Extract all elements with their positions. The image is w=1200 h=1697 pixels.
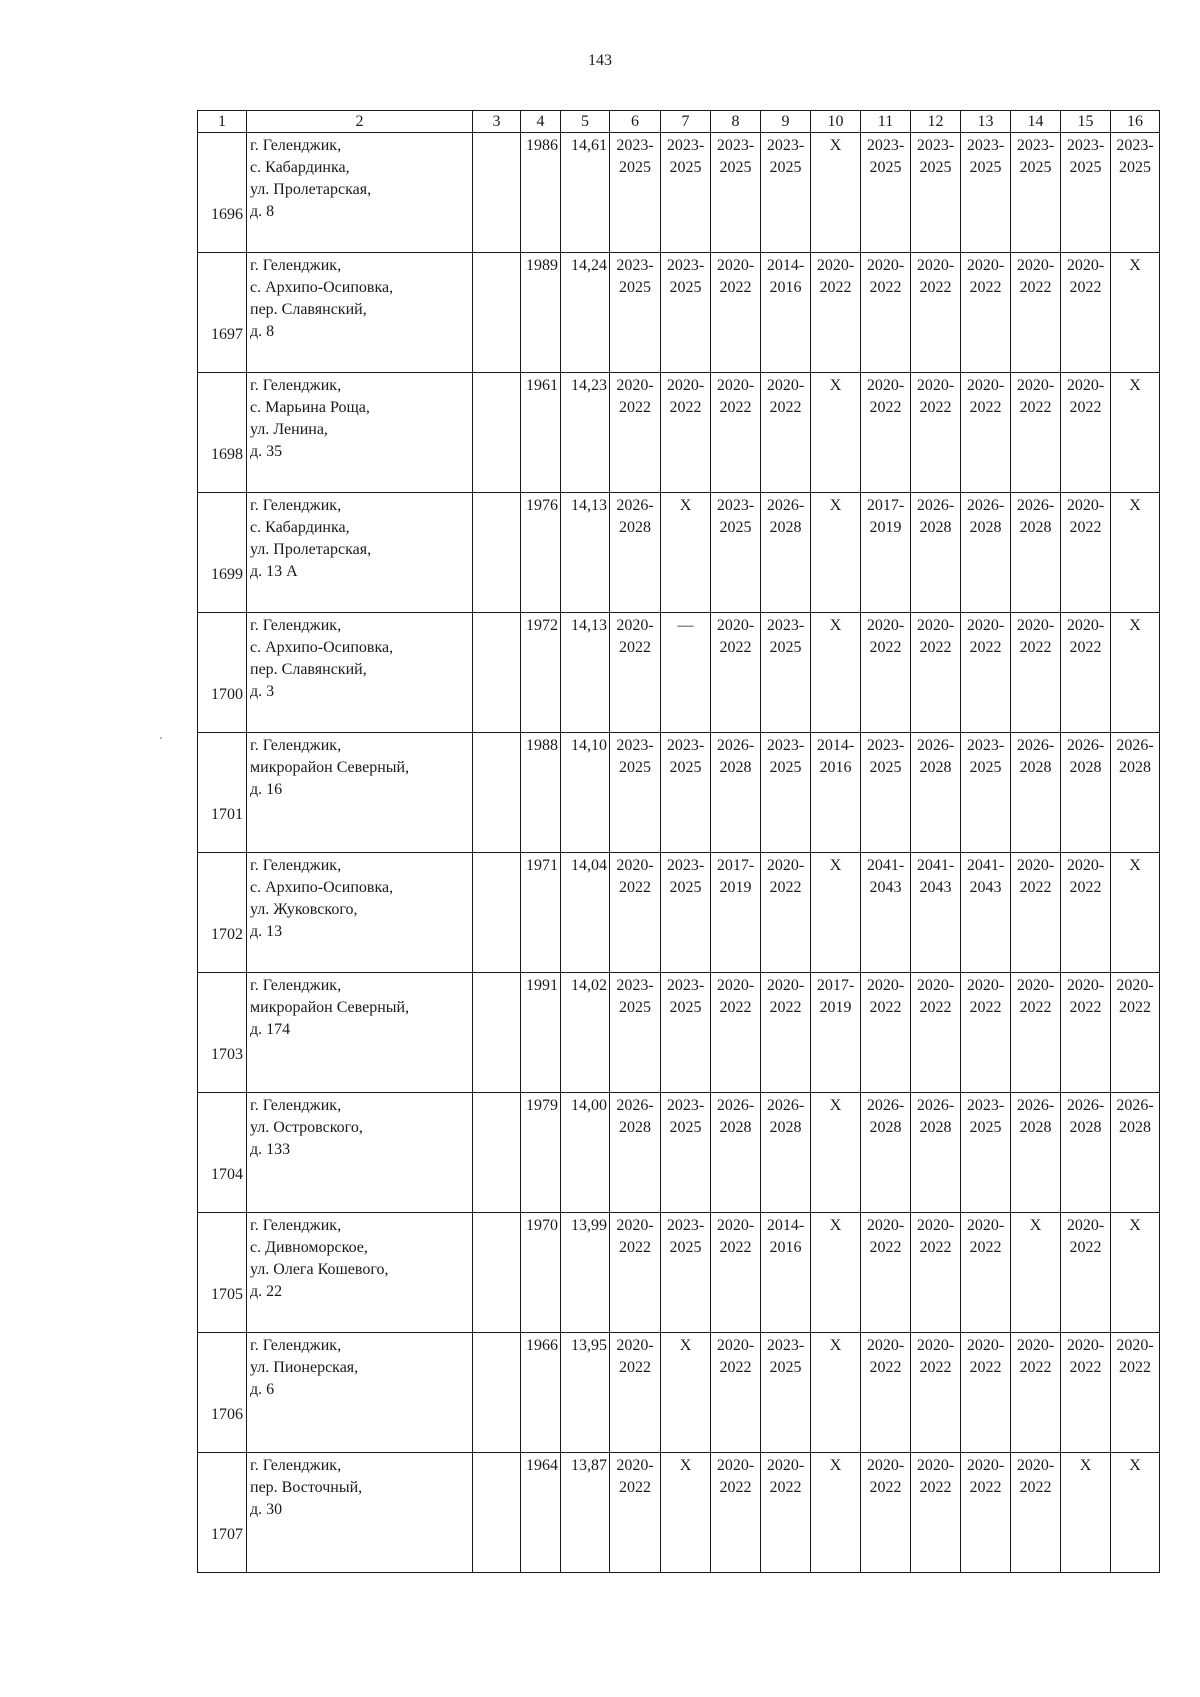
period-cell-col8: 2026- 2028 <box>711 1093 761 1213</box>
table-row <box>198 133 1160 253</box>
period-cell-col13: 2023- 2025 <box>961 133 1011 253</box>
address-line: г. Геленджик, <box>250 1337 342 1354</box>
period-cell-col16: 2026- 2028 <box>1111 1093 1160 1213</box>
period-cell-col10: X <box>811 1333 861 1453</box>
value-cell-c5: 14,24 <box>561 253 610 373</box>
value-cell-c5: 13,95 <box>561 1333 610 1453</box>
period-cell-col11: 2020- 2022 <box>861 1333 911 1453</box>
period-cell-col12: 2026- 2028 <box>911 1093 961 1213</box>
period-cell-col16: X <box>1111 1453 1160 1573</box>
period-cell-col8: 2020- 2022 <box>711 973 761 1093</box>
value-cell-c3 <box>473 373 521 493</box>
period-cell-col7: 2023- 2025 <box>661 973 711 1093</box>
row-number: 1707 <box>211 1525 243 1543</box>
value-cell-c4: 1986 <box>521 133 561 253</box>
address-line: г. Геленджик, <box>250 1217 342 1234</box>
period-cell-col11: 2026- 2028 <box>861 1093 911 1213</box>
value-cell-c4: 1989 <box>521 253 561 373</box>
address-line: д. 16 <box>250 781 283 798</box>
value-cell-c3 <box>473 1453 521 1573</box>
table-row <box>198 493 1160 613</box>
period-cell-col12: 2020- 2022 <box>911 373 961 493</box>
period-cell-col9: 2014- 2016 <box>761 1213 811 1333</box>
address-line: д. 3 <box>250 683 275 700</box>
column-header-11: 11 <box>861 111 911 133</box>
period-cell-col15: 2020- 2022 <box>1061 853 1111 973</box>
column-header-8: 8 <box>711 111 761 133</box>
address-line: ул. Ленина, <box>250 421 328 438</box>
address-line: с. Марьина Роща, <box>250 399 370 416</box>
value-cell-c5: 14,13 <box>561 613 610 733</box>
period-cell-col7: X <box>661 1333 711 1453</box>
address-cell <box>247 733 473 853</box>
period-cell-col12: 2020- 2022 <box>911 1333 961 1453</box>
row-number-cell <box>198 853 247 973</box>
period-cell-col6: 2023- 2025 <box>610 733 661 853</box>
period-cell-col11: 2020- 2022 <box>861 613 911 733</box>
period-cell-col10: X <box>811 1213 861 1333</box>
period-cell-col7: 2023- 2025 <box>661 853 711 973</box>
period-cell-col13: 2020- 2022 <box>961 1333 1011 1453</box>
value-cell-c4: 1966 <box>521 1333 561 1453</box>
address-line: д. 13 <box>250 923 283 940</box>
table-row <box>198 373 1160 493</box>
period-cell-col10: X <box>811 373 861 493</box>
period-cell-col15: 2020- 2022 <box>1061 613 1111 733</box>
period-cell-col7: — <box>661 613 711 733</box>
address-cell <box>247 133 473 253</box>
period-cell-col10: 2014- 2016 <box>811 733 861 853</box>
column-header-13: 13 <box>961 111 1011 133</box>
period-cell-col6: 2023- 2025 <box>610 133 661 253</box>
period-cell-col14: X <box>1011 1213 1061 1333</box>
value-cell-c3 <box>473 733 521 853</box>
row-number: 1703 <box>211 1045 243 1063</box>
address-line: д. 13 А <box>250 563 298 580</box>
period-cell-col10: 2017- 2019 <box>811 973 861 1093</box>
period-cell-col12: 2026- 2028 <box>911 733 961 853</box>
period-cell-col7: X <box>661 493 711 613</box>
address-line: ул. Жуковского, <box>250 901 358 918</box>
column-header-5: 5 <box>561 111 610 133</box>
period-cell-col7: 2023- 2025 <box>661 133 711 253</box>
period-cell-col10: X <box>811 1093 861 1213</box>
row-number-cell <box>198 493 247 613</box>
period-cell-col14: 2026- 2028 <box>1011 1093 1061 1213</box>
period-cell-col9: 2023- 2025 <box>761 133 811 253</box>
period-cell-col14: 2020- 2022 <box>1011 973 1061 1093</box>
address-line: д. 8 <box>250 323 275 340</box>
period-cell-col10: X <box>811 493 861 613</box>
address-cell <box>247 1213 473 1333</box>
period-cell-col11: 2020- 2022 <box>861 973 911 1093</box>
period-cell-col15: 2020- 2022 <box>1061 373 1111 493</box>
column-header-4: 4 <box>521 111 561 133</box>
period-cell-col12: 2020- 2022 <box>911 973 961 1093</box>
address-line: д. 8 <box>250 203 275 220</box>
period-cell-col14: 2020- 2022 <box>1011 253 1061 373</box>
period-cell-col16: X <box>1111 853 1160 973</box>
period-cell-col10: X <box>811 613 861 733</box>
row-number: 1706 <box>211 1405 243 1423</box>
value-cell-c4: 1964 <box>521 1453 561 1573</box>
period-cell-col11: 2041- 2043 <box>861 853 911 973</box>
address-cell <box>247 493 473 613</box>
value-cell-c5: 14,13 <box>561 493 610 613</box>
period-cell-col9: 2020- 2022 <box>761 973 811 1093</box>
period-cell-col8: 2023- 2025 <box>711 493 761 613</box>
value-cell-c5: 14,00 <box>561 1093 610 1213</box>
address-line: ул. Пролетарская, <box>250 181 372 198</box>
address-line: пер. Славянский, <box>250 661 367 678</box>
address-line: ул. Пионерская, <box>250 1359 359 1376</box>
period-cell-col14: 2020- 2022 <box>1011 613 1061 733</box>
column-header-15: 15 <box>1061 111 1111 133</box>
period-cell-col11: 2023- 2025 <box>861 733 911 853</box>
value-cell-c3 <box>473 1333 521 1453</box>
period-cell-col16: X <box>1111 253 1160 373</box>
period-cell-col13: 2020- 2022 <box>961 1453 1011 1573</box>
table-row <box>198 1213 1160 1333</box>
row-number-cell <box>198 1093 247 1213</box>
period-cell-col6: 2020- 2022 <box>610 853 661 973</box>
address-cell <box>247 1333 473 1453</box>
value-cell-c3 <box>473 1213 521 1333</box>
period-cell-col9: 2023- 2025 <box>761 1333 811 1453</box>
table-row <box>198 1333 1160 1453</box>
address-line: г. Геленджик, <box>250 1097 342 1114</box>
period-cell-col6: 2026- 2028 <box>610 493 661 613</box>
period-cell-col6: 2020- 2022 <box>610 1213 661 1333</box>
table-body <box>198 133 1160 1573</box>
address-cell <box>247 973 473 1093</box>
table-row <box>198 613 1160 733</box>
value-cell-c5: 14,04 <box>561 853 610 973</box>
period-cell-col12: 2023- 2025 <box>911 133 961 253</box>
row-number: 1696 <box>211 205 243 223</box>
value-cell-c5: 14,23 <box>561 373 610 493</box>
address-line: ул. Пролетарская, <box>250 541 372 558</box>
period-cell-col15: X <box>1061 1453 1111 1573</box>
row-number: 1697 <box>211 325 243 343</box>
row-number-cell <box>198 613 247 733</box>
period-cell-col14: 2020- 2022 <box>1011 373 1061 493</box>
period-cell-col9: 2026- 2028 <box>761 493 811 613</box>
address-line: д. 35 <box>250 443 283 460</box>
period-cell-col12: 2020- 2022 <box>911 613 961 733</box>
period-cell-col16: X <box>1111 1213 1160 1333</box>
period-cell-col7: X <box>661 1453 711 1573</box>
address-line: с. Архипо-Осиповка, <box>250 879 394 896</box>
period-cell-col14: 2020- 2022 <box>1011 853 1061 973</box>
period-cell-col13: 2020- 2022 <box>961 253 1011 373</box>
address-line: г. Геленджик, <box>250 137 342 154</box>
period-cell-col14: 2026- 2028 <box>1011 493 1061 613</box>
period-cell-col14: 2020- 2022 <box>1011 1333 1061 1453</box>
period-cell-col7: 2023- 2025 <box>661 733 711 853</box>
period-cell-col15: 2020- 2022 <box>1061 1333 1111 1453</box>
value-cell-c4: 1970 <box>521 1213 561 1333</box>
column-header-2: 2 <box>247 111 473 133</box>
period-cell-col10: 2020- 2022 <box>811 253 861 373</box>
value-cell-c3 <box>473 613 521 733</box>
column-header-16: 16 <box>1111 111 1160 133</box>
period-cell-col16: 2020- 2022 <box>1111 1333 1160 1453</box>
period-cell-col12: 2020- 2022 <box>911 253 961 373</box>
period-cell-col8: 2026- 2028 <box>711 733 761 853</box>
period-cell-col9: 2014- 2016 <box>761 253 811 373</box>
period-cell-col7: 2023- 2025 <box>661 253 711 373</box>
value-cell-c3 <box>473 853 521 973</box>
column-header-7: 7 <box>661 111 711 133</box>
value-cell-c4: 1971 <box>521 853 561 973</box>
period-cell-col6: 2020- 2022 <box>610 373 661 493</box>
period-cell-col15: 2020- 2022 <box>1061 973 1111 1093</box>
address-line: д. 30 <box>250 1501 283 1518</box>
value-cell-c4: 1972 <box>521 613 561 733</box>
table-row <box>198 853 1160 973</box>
period-cell-col13: 2020- 2022 <box>961 1213 1011 1333</box>
column-header-10: 10 <box>811 111 861 133</box>
period-cell-col6: 2023- 2025 <box>610 253 661 373</box>
address-line: с. Кабардинка, <box>250 519 350 536</box>
address-line: г. Геленджик, <box>250 737 342 754</box>
row-number: 1700 <box>211 685 243 703</box>
value-cell-c5: 14,10 <box>561 733 610 853</box>
row-number: 1705 <box>211 1285 243 1303</box>
value-cell-c3 <box>473 493 521 613</box>
period-cell-col16: 2020- 2022 <box>1111 973 1160 1093</box>
period-cell-col13: 2041- 2043 <box>961 853 1011 973</box>
page-number: 143 <box>588 52 612 69</box>
row-number-cell <box>198 1333 247 1453</box>
period-cell-col6: 2026- 2028 <box>610 1093 661 1213</box>
address-line: микрорайон Северный, <box>250 999 410 1016</box>
table-row <box>198 733 1160 853</box>
period-cell-col8: 2020- 2022 <box>711 1333 761 1453</box>
value-cell-c4: 1961 <box>521 373 561 493</box>
address-line: д. 174 <box>250 1021 291 1038</box>
period-cell-col14: 2026- 2028 <box>1011 733 1061 853</box>
period-cell-col8: 2020- 2022 <box>711 1213 761 1333</box>
period-cell-col16: 2023- 2025 <box>1111 133 1160 253</box>
period-cell-col9: 2020- 2022 <box>761 853 811 973</box>
address-cell <box>247 253 473 373</box>
period-cell-col13: 2020- 2022 <box>961 613 1011 733</box>
address-line: с. Архипо-Осиповка, <box>250 639 394 656</box>
period-cell-col13: 2020- 2022 <box>961 373 1011 493</box>
period-cell-col15: 2023- 2025 <box>1061 133 1111 253</box>
period-cell-col12: 2041- 2043 <box>911 853 961 973</box>
period-cell-col11: 2020- 2022 <box>861 373 911 493</box>
address-cell <box>247 853 473 973</box>
address-line: с. Кабардинка, <box>250 159 350 176</box>
period-cell-col8: 2023- 2025 <box>711 133 761 253</box>
period-cell-col15: 2026- 2028 <box>1061 733 1111 853</box>
address-cell <box>247 613 473 733</box>
period-cell-col7: 2023- 2025 <box>661 1213 711 1333</box>
column-number-header-row <box>198 111 1160 133</box>
period-cell-col12: 2026- 2028 <box>911 493 961 613</box>
period-cell-col11: 2020- 2022 <box>861 253 911 373</box>
period-cell-col7: 2020- 2022 <box>661 373 711 493</box>
row-number-cell <box>198 733 247 853</box>
value-cell-c4: 1979 <box>521 1093 561 1213</box>
housing-repair-schedule-table <box>197 110 1160 1573</box>
period-cell-col11: 2020- 2022 <box>861 1453 911 1573</box>
value-cell-c5: 14,61 <box>561 133 610 253</box>
row-number: 1698 <box>211 445 243 463</box>
period-cell-col9: 2023- 2025 <box>761 733 811 853</box>
period-cell-col13: 2023- 2025 <box>961 1093 1011 1213</box>
period-cell-col8: 2020- 2022 <box>711 1453 761 1573</box>
period-cell-col15: 2026- 2028 <box>1061 1093 1111 1213</box>
address-line: г. Геленджик, <box>250 497 342 514</box>
table-row <box>198 1453 1160 1573</box>
address-line: г. Геленджик, <box>250 857 342 874</box>
table-row <box>198 253 1160 373</box>
address-line: г. Геленджик, <box>250 977 342 994</box>
value-cell-c4: 1988 <box>521 733 561 853</box>
row-number-cell <box>198 133 247 253</box>
period-cell-col7: 2023- 2025 <box>661 1093 711 1213</box>
period-cell-col11: 2017- 2019 <box>861 493 911 613</box>
address-line: пер. Славянский, <box>250 301 367 318</box>
value-cell-c5: 14,02 <box>561 973 610 1093</box>
period-cell-col9: 2020- 2022 <box>761 1453 811 1573</box>
period-cell-col16: X <box>1111 613 1160 733</box>
period-cell-col15: 2020- 2022 <box>1061 1213 1111 1333</box>
column-header-9: 9 <box>761 111 811 133</box>
period-cell-col12: 2020- 2022 <box>911 1213 961 1333</box>
period-cell-col16: 2026- 2028 <box>1111 733 1160 853</box>
period-cell-col8: 2020- 2022 <box>711 373 761 493</box>
address-cell <box>247 373 473 493</box>
row-number: 1702 <box>211 925 243 943</box>
scan-mark: ' <box>160 736 162 747</box>
row-number: 1699 <box>211 565 243 583</box>
address-line: пер. Восточный, <box>250 1479 363 1496</box>
period-cell-col9: 2020- 2022 <box>761 373 811 493</box>
row-number: 1701 <box>211 805 243 823</box>
period-cell-col13: 2020- 2022 <box>961 973 1011 1093</box>
table-row <box>198 1093 1160 1213</box>
period-cell-col15: 2020- 2022 <box>1061 253 1111 373</box>
address-line: с. Архипо-Осиповка, <box>250 279 394 296</box>
address-line: г. Геленджик, <box>250 257 342 274</box>
address-line: микрорайон Северный, <box>250 759 410 776</box>
address-line: д. 22 <box>250 1283 283 1300</box>
period-cell-col10: X <box>811 1453 861 1573</box>
value-cell-c3 <box>473 973 521 1093</box>
table-row <box>198 973 1160 1093</box>
row-number-cell <box>198 253 247 373</box>
address-cell <box>247 1093 473 1213</box>
row-number-cell <box>198 1453 247 1573</box>
period-cell-col16: X <box>1111 493 1160 613</box>
row-number-cell <box>198 373 247 493</box>
address-line: г. Геленджик, <box>250 617 342 634</box>
period-cell-col11: 2023- 2025 <box>861 133 911 253</box>
value-cell-c3 <box>473 133 521 253</box>
address-line: г. Геленджик, <box>250 1457 342 1474</box>
column-header-3: 3 <box>473 111 521 133</box>
period-cell-col14: 2020- 2022 <box>1011 1453 1061 1573</box>
period-cell-col6: 2020- 2022 <box>610 1333 661 1453</box>
value-cell-c4: 1991 <box>521 973 561 1093</box>
period-cell-col6: 2020- 2022 <box>610 613 661 733</box>
period-cell-col10: X <box>811 853 861 973</box>
period-cell-col13: 2023- 2025 <box>961 733 1011 853</box>
period-cell-col14: 2023- 2025 <box>1011 133 1061 253</box>
address-line: ул. Олега Кошевого, <box>250 1261 389 1278</box>
value-cell-c3 <box>473 1093 521 1213</box>
period-cell-col13: 2026- 2028 <box>961 493 1011 613</box>
period-cell-col16: X <box>1111 373 1160 493</box>
column-header-12: 12 <box>911 111 961 133</box>
column-header-14: 14 <box>1011 111 1061 133</box>
address-cell <box>247 1453 473 1573</box>
period-cell-col8: 2020- 2022 <box>711 253 761 373</box>
address-line: д. 133 <box>250 1141 291 1158</box>
address-line: ул. Островского, <box>250 1119 363 1136</box>
period-cell-col8: 2017- 2019 <box>711 853 761 973</box>
period-cell-col15: 2020- 2022 <box>1061 493 1111 613</box>
period-cell-col9: 2026- 2028 <box>761 1093 811 1213</box>
address-line: г. Геленджик, <box>250 377 342 394</box>
period-cell-col11: 2020- 2022 <box>861 1213 911 1333</box>
value-cell-c3 <box>473 253 521 373</box>
value-cell-c5: 13,99 <box>561 1213 610 1333</box>
column-header-1: 1 <box>198 111 247 133</box>
period-cell-col8: 2020- 2022 <box>711 613 761 733</box>
period-cell-col10: X <box>811 133 861 253</box>
address-line: д. 6 <box>250 1381 275 1398</box>
column-header-6: 6 <box>610 111 661 133</box>
row-number: 1704 <box>211 1165 243 1183</box>
period-cell-col9: 2023- 2025 <box>761 613 811 733</box>
row-number-cell <box>198 973 247 1093</box>
period-cell-col12: 2020- 2022 <box>911 1453 961 1573</box>
value-cell-c5: 13,87 <box>561 1453 610 1573</box>
address-line: с. Дивноморское, <box>250 1239 368 1256</box>
row-number-cell <box>198 1213 247 1333</box>
value-cell-c4: 1976 <box>521 493 561 613</box>
period-cell-col6: 2023- 2025 <box>610 973 661 1093</box>
period-cell-col6: 2020- 2022 <box>610 1453 661 1573</box>
